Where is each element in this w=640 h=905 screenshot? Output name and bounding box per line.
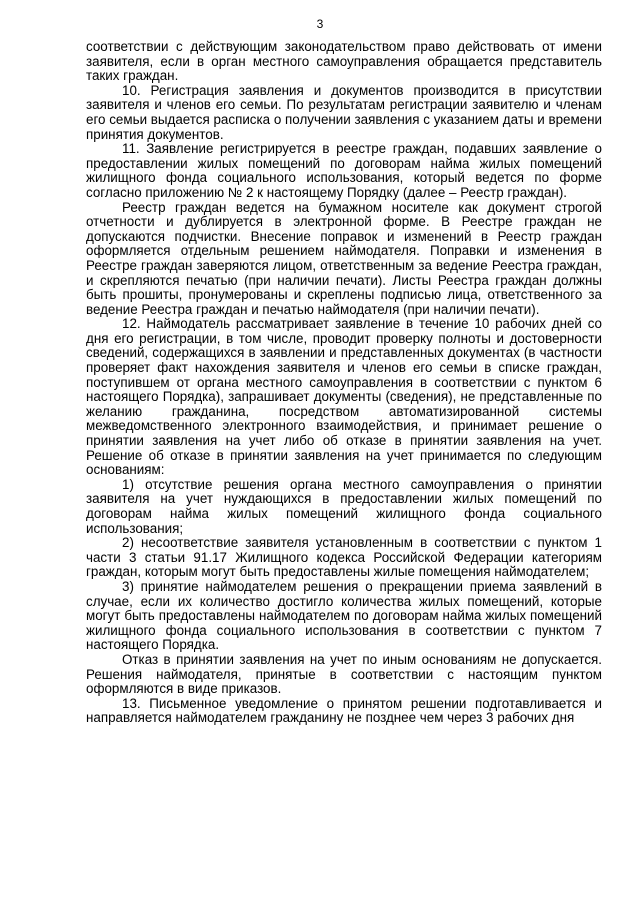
paragraph-reason-1: 1) отсутствие решения органа местного самоуправления о принятии заявителя на учет нуждающихся в предоставлении жилых помещений по договорам найма жилых помещений жилищного фонда социального использования; — [86, 476, 602, 536]
paragraph-registry: Реестр граждан ведется на бумажном носителе как документ строгой отчетности и дублируется в электронной форме. В Реестре граждан не допускаются подчистки. Внесение поправок и изменений в Реестр граждан оформляется отдельным решением наймодателя. Поправки и изменения в Реестре граждан заверяются лицом, ответственным за ведение Реестра граждан, и скрепляются печатью (при наличии печати). Листы Реестра граждан должны быть прошиты, пронумерованы и скреплены подписью лица, ответственного за ведение Реестра граждан и печатью наймодателя (при наличии печати). — [86, 199, 602, 317]
paragraph-item-10: 10. Регистрация заявления и документов производится в присутствии заявителя и членов его семьи. По результатам регистрации заявителю и членам его семьи выдается расписка о получении заявления с указанием даты и времени принятия документов. — [86, 82, 602, 142]
paragraph-reason-3: 3) принятие наймодателем решения о прекращении приема заявлений в случае, если их количество достигло количества жилых помещений, которые могут быть предоставлены наймодателем по договорам найма жилых помещений жилищного фонда социального использования в соответствии с пунктом 7 настоящего Порядка. — [86, 578, 602, 653]
page-number: 3 — [316, 17, 324, 31]
paragraph-continuation: соответствии с действующим законодательством право действовать от имени заявителя, если в орган местного самоуправления обращается представитель таких граждан. — [86, 39, 602, 84]
paragraph-item-12: 12. Наймодатель рассматривает заявление в течение 10 рабочих дней со дня его регистрации, в том числе, проводит проверку полноты и достоверности сведений, содержащихся в заявлении и представленных документах (в частности проверяет факт нахождения заявителя и членов его семьи в списке граждан, поступившем от органа местного самоуправления в соответствии с пунктом 6 настоящего Порядка), запрашивает документы (сведения), не представленные по желанию гражданина, посредством автоматизированной системы межведомственного электронного взаимодействия, и принимает решение о принятии заявления на учет либо об отказе в принятии заявления на учет. Решение об отказе в принятии заявления на учет принимается по следующим основаниям: — [86, 316, 602, 478]
paragraph-reason-2: 2) несоответствие заявителя установленным в соответствии с пунктом 1 части 3 статьи 91.17 Жилищного кодекса Российской Федерации категориям граждан, которым могут быть предоставлены жилые помещения наймодателем; — [86, 535, 602, 580]
paragraph-item-11: 11. Заявление регистрируется в реестре граждан, подавших заявление о предоставлении жилых помещений по договорам найма жилых помещений жилищного фонда социального использования, который ведется по форме согласно приложению № 2 к настоящему Порядку (далее – Реестр граждан). — [86, 141, 602, 200]
paragraph-refusal: Отказ в принятии заявления на учет по иным основаниям не допускается. Решения наймодателя, принятые в соответствии с настоящим пунктом оформляются в виде приказов. — [86, 651, 602, 697]
paragraph-item-13: 13. Письменное уведомление о принятом решении подготавливается и направляется наймодателем гражданину не позднее чем через 3 рабочих дня — [86, 695, 602, 726]
document-body — [86, 40, 602, 726]
